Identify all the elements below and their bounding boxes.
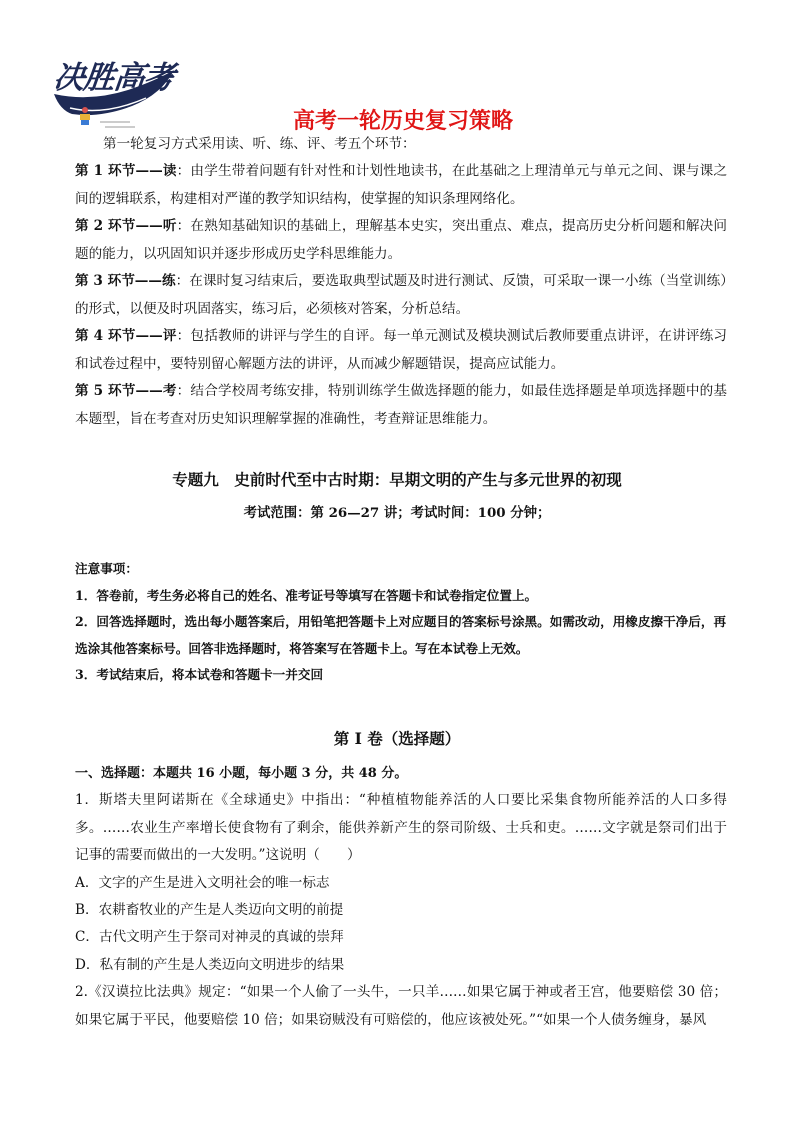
- step-label: 第 4 环节——评: [75, 328, 177, 344]
- review-steps: [75, 158, 727, 433]
- question-stem: 2.《汉谟拉比法典》规定：“如果一个人偷了一头牛，一只羊……如果它属于神或者王宫，他要赔偿 30 倍；如果它属于平民，他要赔偿 10 倍；如果窃贼没有可赔偿的，他应该被处死。”“如果一个人债务缠身，暴风: [75, 984, 727, 1028]
- step-paragraph: [75, 213, 727, 268]
- step-paragraph: [75, 323, 727, 378]
- answer-option: D．私有制的产生是人类迈向文明进步的结果: [75, 956, 345, 973]
- section-title: 第 I 卷（选择题）: [333, 729, 461, 748]
- topic-title: 专题九 史前时代至中古时期：早期文明的产生与多元世界的初现: [172, 471, 622, 489]
- step-label: 第 1 环节——读: [75, 163, 177, 179]
- notes-item: 3．考试结束后，将本试卷和答题卡一并交回: [75, 667, 324, 682]
- answer-option: A．文字的产生是进入文明社会的唯一标志: [75, 874, 330, 891]
- answer-option: B．农耕畜牧业的产生是人类迈向文明的前提: [75, 902, 344, 919]
- step-text: ：在课时复习结束后，要选取典型试题及时进行测试、反馈，可采取一课一小练（当堂训练）的形式，以便及时巩固落实，练习后，必须核对答案，分析总结。: [75, 273, 727, 317]
- step-paragraph: [75, 158, 727, 213]
- part-heading: 一、选择题：本题共 16 小题，每小题 3 分，共 48 分。: [75, 766, 408, 781]
- step-paragraph: [75, 378, 727, 433]
- question-stem: 1．斯塔夫里阿诺斯在《全球通史》中指出：“种植植物能养活的人口要比采集食物所能养活的人口多得多。……农业生产率增长使食物有了剩余，能供养新产生的祭司阶级、士兵和吏。……文字就是祭司们出于记事的需要而做出的一大发明。”这说明（ ）: [75, 792, 727, 864]
- document-title: 高考一轮历史复习策略: [292, 109, 513, 134]
- step-text: ：结合学校周考练安排，特别训练学生做选择题的能力，如最佳选择题是单项选择题中的基本题型，旨在考查对历史知识理解掌握的准确性，考查辩证思维能力。: [75, 383, 727, 427]
- notes-item: 2．回答选择题时，选出每小题答案后，用铅笔把答题卡上对应题目的答案标号涂黑。如需改动，用橡皮擦干净后，再选涂其他答案标号。回答非选择题时，将答案写在答题卡上。写在本试卷上无效。: [75, 614, 727, 656]
- step-label: 第 2 环节——听: [75, 218, 177, 234]
- step-text: ：包括教师的讲评与学生的自评。每一单元测试及模块测试后教师要重点讲评，在讲评练习和试卷过程中，要特别留心解题方法的讲评，从而减少解题错误，提高应试能力。: [75, 328, 727, 372]
- logo-brand-text: 决胜高考: [51, 60, 176, 96]
- notes-section: [75, 556, 727, 689]
- step-label: 第 5 环节——考: [75, 383, 177, 399]
- step-text: ：由学生带着问题有针对性和计划性地读书，在此基础之上理清单元与单元之间、课与课之间的逻辑联系，构建相对严谨的教学知识结构，使掌握的知识条理网络化。: [75, 163, 727, 207]
- notes-heading: 注意事项：: [75, 561, 138, 576]
- step-text: ：在熟知基础知识的基础上，理解基本史实，突出重点、难点，提高历史分析问题和解决问题的能力，以巩固知识并逐步形成历史学科思维能力。: [75, 218, 727, 262]
- step-label: 第 3 环节——练: [75, 273, 176, 289]
- step-paragraph: [75, 268, 727, 323]
- questions-area: [75, 760, 727, 1034]
- intro-paragraph: 第一轮复习方式采用读、听、练、评、考五个环节：: [103, 136, 416, 152]
- exam-info: 考试范围：第 26—27 讲；考试时间：100 分钟；: [243, 505, 551, 521]
- answer-option: C．古代文明产生于祭司对神灵的真诚的崇拜: [75, 929, 344, 946]
- notes-item: 1．答卷前，考生务必将自己的姓名、准考证号等填写在答题卡和试卷指定位置上。: [75, 587, 538, 603]
